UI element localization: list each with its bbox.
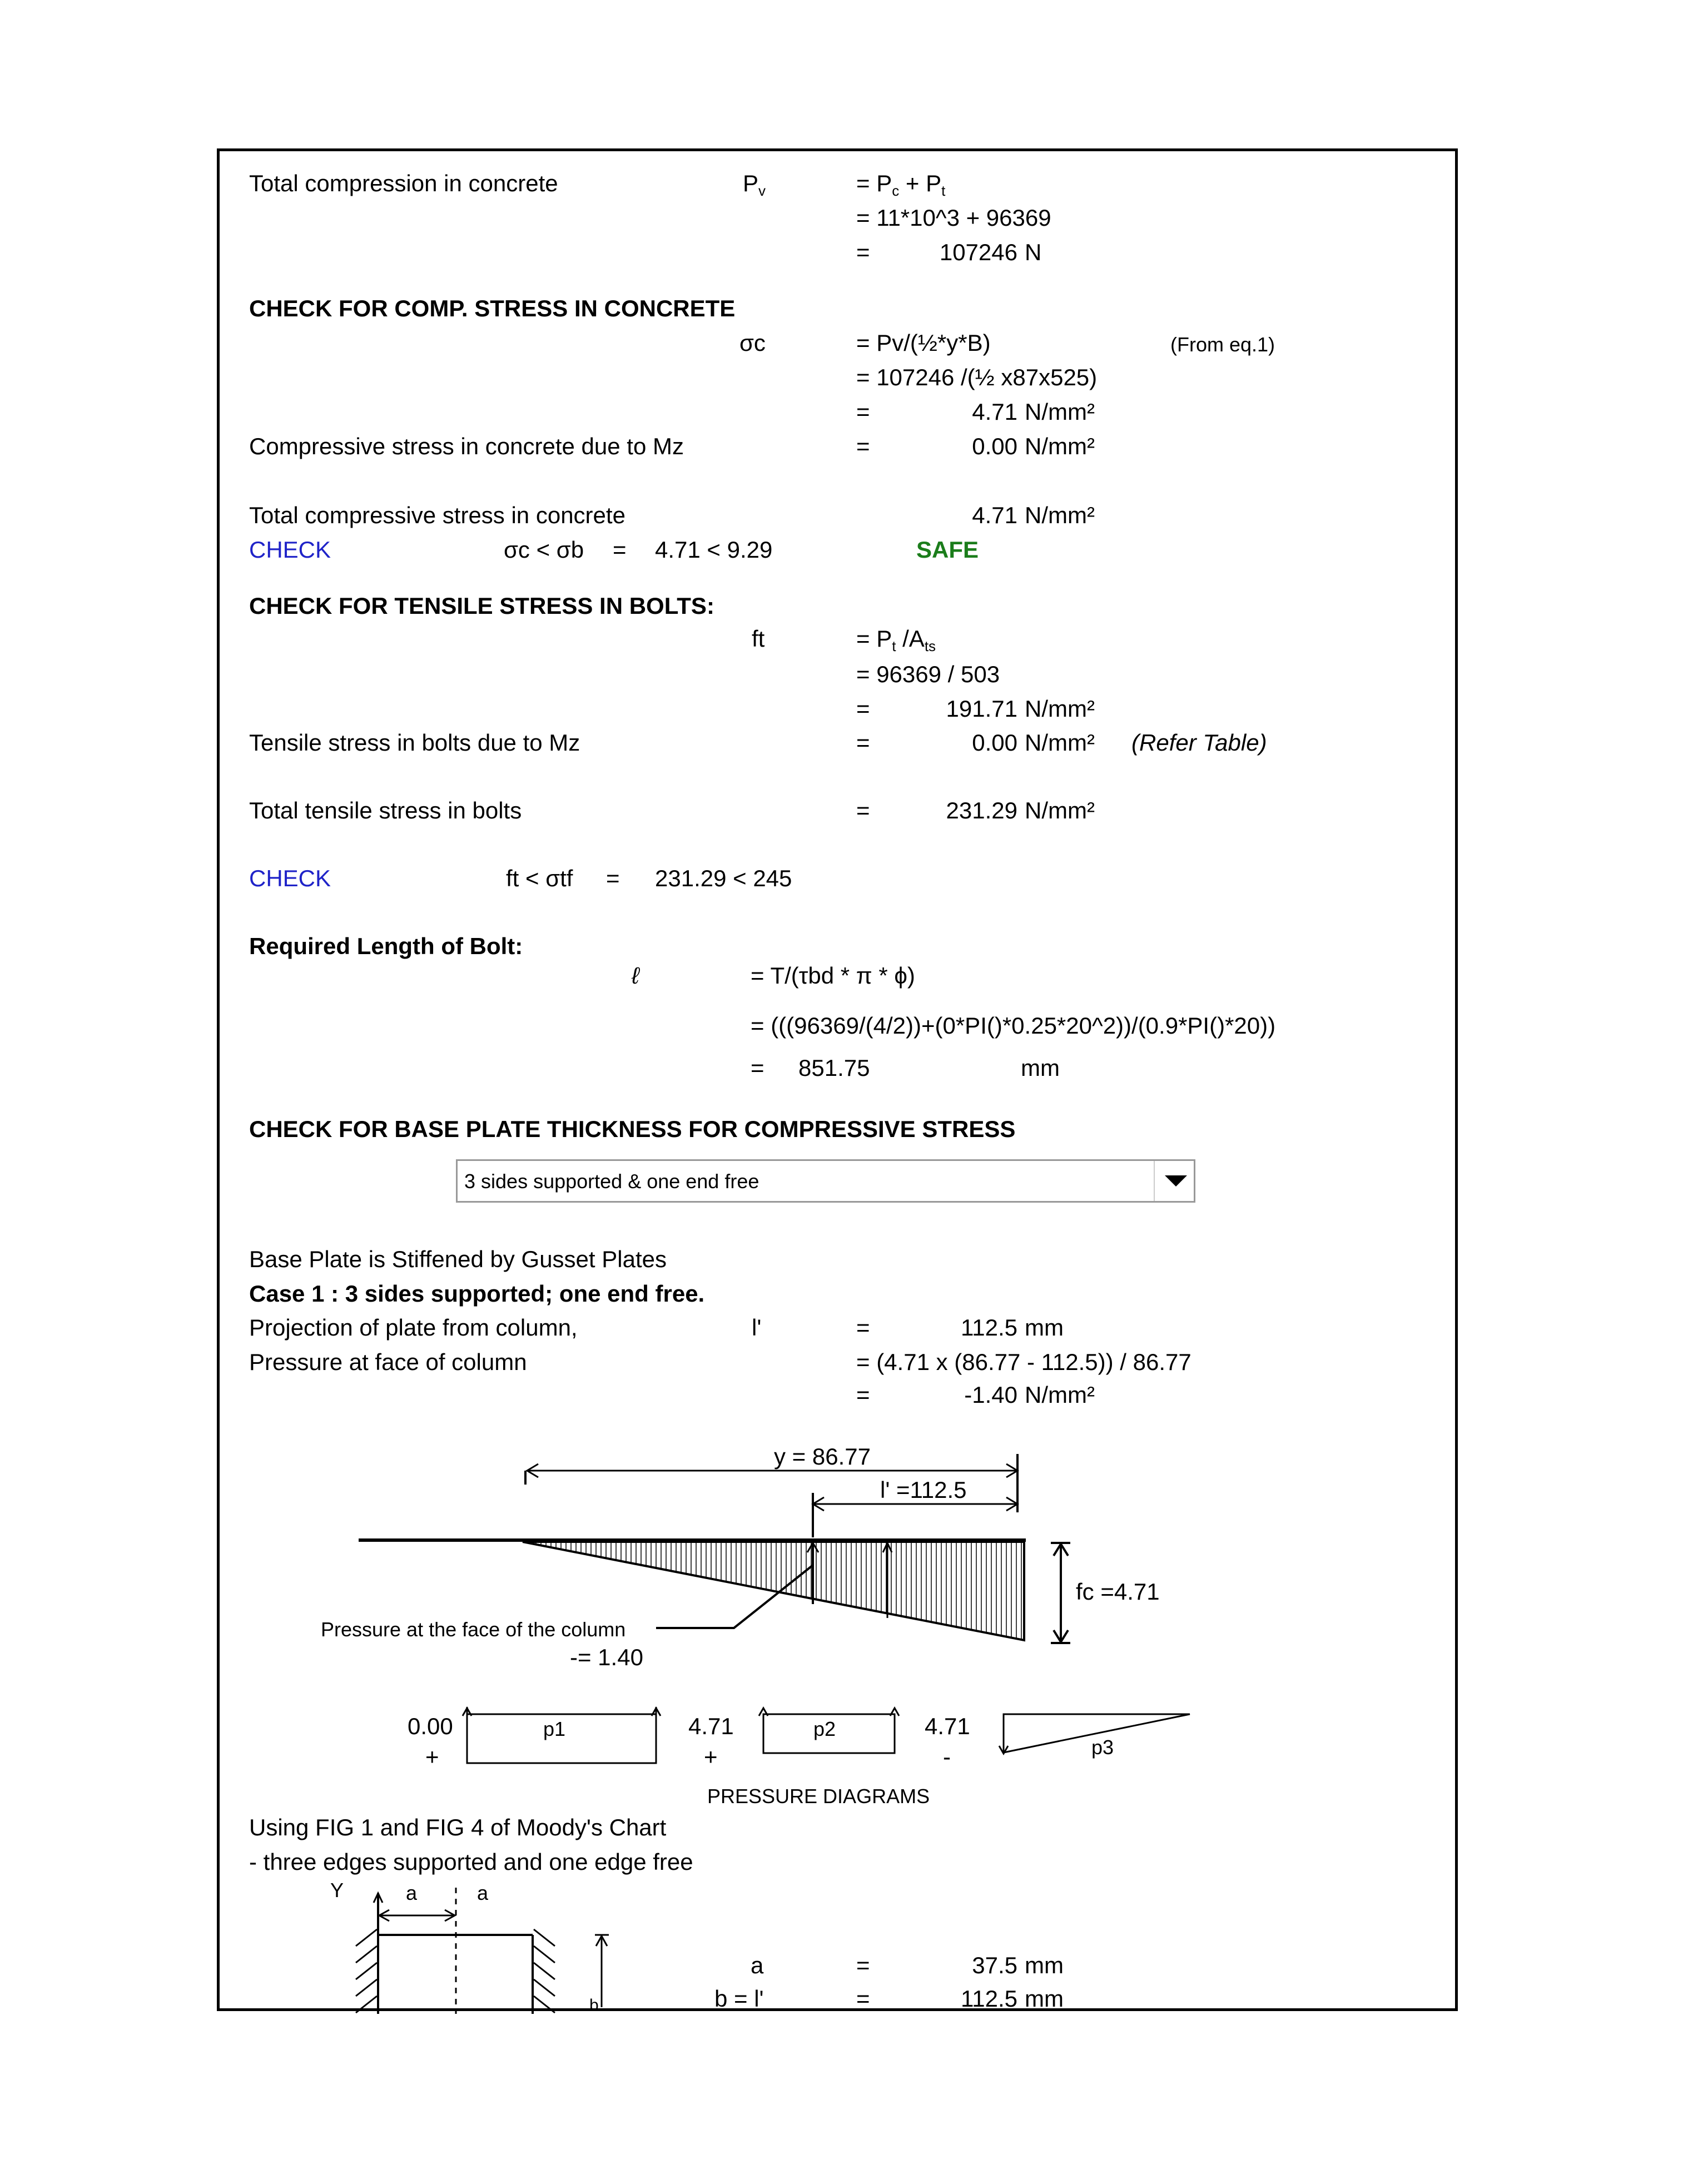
projection-unit: mm: [1025, 1314, 1064, 1341]
ft-eq: =: [856, 696, 870, 722]
sigma-c-value: 4.71: [972, 399, 1017, 425]
pressure-label: Pressure at face of column: [249, 1349, 527, 1375]
p2-label: p2: [813, 1718, 836, 1740]
moody-line2: - three edges supported and one edge free: [249, 1849, 693, 1875]
face-pressure-label: Pressure at the face of the column: [321, 1618, 626, 1641]
comp-mz-label: Compressive stress in concrete due to Mz: [249, 433, 684, 459]
pv-symbol: $P_v$: [743, 170, 766, 199]
tensile-mz-value: 0.00: [972, 729, 1017, 756]
comp-check-value: 4.71 < 9.29: [655, 537, 773, 563]
comp-check-label: CHECK: [249, 537, 331, 563]
sigma-c-symbol: σc: [739, 330, 766, 356]
comp-mz-value: 0.00: [972, 433, 1017, 459]
a-value: 37.5: [972, 1952, 1017, 1978]
fc-label: fc =4.71: [1076, 1579, 1160, 1605]
face-pressure-value: -= 1.40: [570, 1644, 643, 1670]
projection-value: 112.5: [961, 1314, 1017, 1341]
comp-check-eq: =: [613, 537, 627, 563]
bolt-value: 851.75: [798, 1055, 870, 1081]
p3-label: p3: [1091, 1736, 1114, 1759]
b-unit: mm: [1025, 1986, 1064, 2012]
ft-symbol: ft: [752, 626, 765, 652]
sigma-c-formula: = Pv/(½*y*B): [856, 330, 991, 356]
pv-eq: =: [856, 239, 870, 265]
tensile-mz-unit: N/mm²: [1025, 729, 1095, 756]
right-support-hatch: [534, 1929, 555, 2013]
comp-stress-heading: CHECK FOR COMP. STRESS IN CONCRETE: [249, 295, 736, 321]
pv-substitution: = 11*10^3 + 96369: [856, 205, 1051, 231]
pressure-diagrams-caption: PRESSURE DIAGRAMS: [707, 1785, 930, 1808]
pressure-unit: N/mm²: [1025, 1382, 1095, 1408]
ft-unit: N/mm²: [1025, 696, 1095, 722]
p1-value: 0.00: [408, 1713, 453, 1739]
projection-label: Projection of plate from column,: [249, 1314, 578, 1341]
a-symbol: a: [751, 1952, 764, 1978]
tensile-check-value: 231.29 < 245: [655, 865, 792, 891]
total-compression-label: Total compression in concrete: [249, 170, 558, 196]
sigma-c-substitution: = 107246 /(½ x87x525): [856, 364, 1098, 390]
p2-value: 4.71: [688, 1713, 734, 1739]
y-dimension-label: y = 86.77: [774, 1443, 871, 1470]
a-unit: mm: [1025, 1952, 1064, 1978]
bolt-substitution: = (((96369/(4/2))+(0*PI()*0.25*20^2))/(0.9*PI()*20)): [751, 1012, 1276, 1039]
ft-substitution: = 96369 / 503: [856, 661, 1000, 687]
sigma-c-eq: =: [856, 399, 870, 425]
comp-mz-unit: N/mm²: [1025, 433, 1095, 459]
tensile-mz-eq: =: [856, 729, 870, 756]
left-support-hatch: [356, 1929, 377, 2013]
comp-mz-eq: =: [856, 433, 870, 459]
from-eq-note: (From eq.1): [1170, 333, 1275, 356]
b-symbol: b = l': [714, 1986, 764, 2012]
tensile-check-eq: =: [606, 865, 620, 891]
comp-total-value: 4.71: [972, 502, 1017, 528]
p2-sign: +: [704, 1744, 718, 1770]
base-plate-heading: CHECK FOR BASE PLATE THICKNESS FOR COMPRESSIVE STRESS: [249, 1116, 1016, 1142]
b-value: 112.5: [961, 1986, 1017, 2012]
bolt-eq: =: [751, 1055, 764, 1081]
ft-formula: = $P_t$ $/A_{ts}$: [856, 626, 936, 654]
bolt-formula: = T/(τbd * π * ϕ): [751, 962, 915, 989]
tensile-mz-label: Tensile stress in bolts due to Mz: [249, 729, 580, 756]
tensile-total-label: Total tensile stress in bolts: [249, 797, 522, 823]
pv-formula: = $P_c + P_t$: [856, 170, 946, 199]
moody-line1: Using FIG 1 and FIG 4 of Moody's Chart: [249, 1814, 667, 1840]
stiffened-text: Base Plate is Stiffened by Gusset Plates: [249, 1246, 667, 1272]
a-label-1: a: [406, 1882, 418, 1904]
refer-table-note: (Refer Table): [1131, 729, 1267, 756]
tensile-total-eq: =: [856, 797, 870, 823]
projection-eq: =: [856, 1314, 870, 1341]
b-label: b: [589, 1996, 599, 2014]
a-label-2: a: [477, 1882, 489, 1904]
p3-value: 4.71: [925, 1713, 970, 1739]
comp-check-expr: σc < σb: [504, 537, 584, 563]
pv-unit: N: [1025, 239, 1042, 265]
pressure-eq: =: [856, 1382, 870, 1408]
tensile-check-label: CHECK: [249, 865, 331, 891]
tensile-total-value: 231.29: [946, 797, 1017, 823]
pressure-formula: = (4.71 x (86.77 - 112.5)) / 86.77: [856, 1349, 1191, 1375]
pressure-value: -1.40: [964, 1382, 1017, 1408]
case-title: Case 1 : 3 sides supported; one end free.: [249, 1280, 705, 1307]
sigma-c-unit: N/mm²: [1025, 399, 1095, 425]
bolt-unit: mm: [1021, 1055, 1060, 1081]
tensile-total-unit: N/mm²: [1025, 797, 1095, 823]
safe-status: SAFE: [916, 537, 979, 563]
p1-sign: +: [425, 1744, 439, 1770]
bolt-length-heading: Required Length of Bolt:: [249, 933, 523, 959]
a-eq: =: [856, 1952, 870, 1978]
pv-value: 107246: [939, 239, 1017, 265]
p1-label: p1: [543, 1718, 566, 1740]
p3-sign: -: [943, 1744, 951, 1770]
comp-total-label: Total compressive stress in concrete: [249, 502, 625, 528]
support-condition-value: 3 sides supported & one end free: [464, 1170, 759, 1193]
projection-symbol: l': [752, 1314, 762, 1341]
ell-symbol: ℓ: [632, 962, 639, 989]
l-dimension-label: l' =112.5: [880, 1477, 967, 1503]
tensile-heading: CHECK FOR TENSILE STRESS IN BOLTS:: [249, 593, 714, 619]
b-eq: =: [856, 1986, 870, 2012]
ft-value: 191.71: [946, 696, 1017, 722]
comp-total-unit: N/mm²: [1025, 502, 1095, 528]
tensile-check-expr: ft < σtf: [506, 865, 573, 891]
y-axis-label: Y: [330, 1879, 344, 1902]
